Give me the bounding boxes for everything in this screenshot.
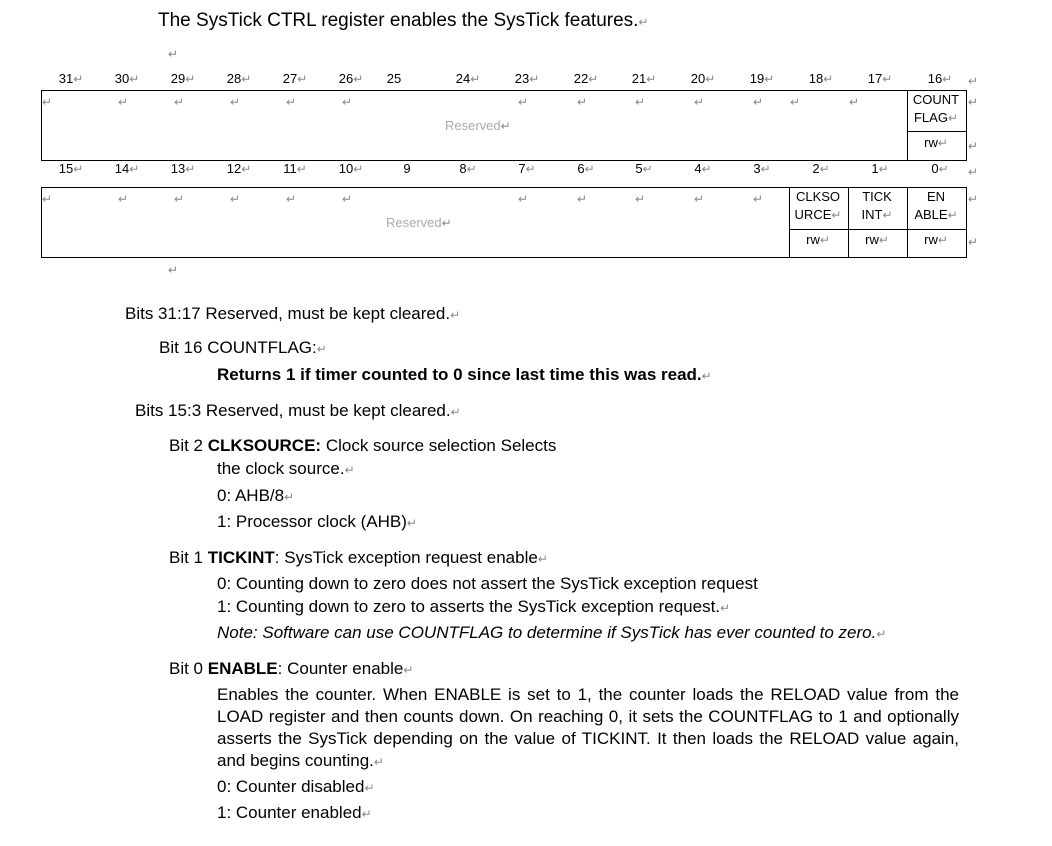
paragraph-mark: ↵: [635, 192, 646, 206]
clksource-access: rw↵: [806, 232, 830, 247]
tickint-access: rw↵: [865, 232, 889, 247]
bit-number-13: 13↵: [170, 161, 196, 176]
bit2-option-0: 0: AHB/8↵: [217, 486, 295, 505]
bit-number-21: 21↵: [631, 71, 657, 86]
bit-number-6: 6↵: [577, 161, 595, 176]
bit-number-11: 11↵: [283, 161, 307, 176]
paragraph-mark: ↵: [42, 192, 53, 206]
bit-number-1: 1↵: [871, 161, 889, 176]
paragraph-mark: ↵: [694, 95, 705, 109]
paragraph-mark: ↵: [968, 95, 979, 109]
bit-number-12: 12↵: [226, 161, 252, 176]
paragraph-mark: ↵: [638, 15, 649, 29]
bit-number-29: 29↵: [170, 71, 196, 86]
paragraph-mark: ↵: [968, 74, 979, 88]
bit-number-30: 30↵: [114, 71, 140, 86]
bit-number-7: 7↵: [518, 161, 536, 176]
paragraph-mark: ↵: [968, 165, 979, 179]
countflag-field: COUNT FLAG↵: [912, 92, 960, 125]
paragraph-mark: ↵: [790, 95, 801, 109]
page-heading: The SysTick CTRL register enables the SysTick features.↵: [158, 10, 649, 31]
bit-number-26: 26↵: [338, 71, 364, 86]
paragraph-mark: ↵: [753, 95, 764, 109]
paragraph-mark: ↵: [577, 192, 588, 206]
bits15-3-description: Bits 15:3 Reserved, must be kept cleared.↵: [135, 401, 461, 420]
bit-number-8: 8↵: [459, 161, 477, 176]
paragraph-mark: ↵: [968, 235, 979, 249]
bit1-option-1: 1: Counting down to zero to asserts the SysTick exception request.↵: [217, 597, 731, 616]
paragraph-mark: ↵: [342, 95, 353, 109]
bits31-17-description: Bits 31:17 Reserved, must be kept cleared.↵: [125, 304, 461, 323]
bit-number-15: 15↵: [58, 161, 84, 176]
paragraph-mark: ↵: [174, 192, 185, 206]
paragraph-mark: ↵: [286, 95, 297, 109]
bit-number-18: 18↵: [808, 71, 834, 86]
bit-number-14: 14↵: [114, 161, 140, 176]
paragraph-mark: ↵: [518, 192, 529, 206]
bit0-title: Bit 0 ENABLE: Counter enable↵: [169, 659, 414, 678]
lower-access-divider: [789, 229, 967, 230]
paragraph-mark: ↵: [968, 139, 979, 153]
enable-field: EN ABLE↵: [914, 189, 958, 222]
bit-number-3: 3↵: [753, 161, 771, 176]
paragraph-mark: ↵: [174, 95, 185, 109]
bit-number-2: 2↵: [812, 161, 830, 176]
reserved-field-upper: Reserved↵: [445, 118, 511, 133]
bit-number-17: 17↵: [867, 71, 893, 86]
paragraph-mark: ↵: [694, 192, 705, 206]
bit1-option-0: 0: Counting down to zero does not assert the SysTick exception request: [217, 574, 758, 593]
countflag-access: rw↵: [924, 135, 948, 150]
bit2-title: Bit 2 CLKSOURCE: Clock source selection Selects: [169, 436, 557, 455]
paragraph-mark: ↵: [342, 192, 353, 206]
paragraph-mark: ↵: [168, 47, 179, 61]
paragraph-mark: ↵: [118, 192, 129, 206]
bit-number-20: 20↵: [690, 71, 716, 86]
bit0-option-0: 0: Counter disabled↵: [217, 777, 375, 796]
paragraph-mark: ↵: [230, 95, 241, 109]
bit0-description: Enables the counter. When ENABLE is set to 1, the counter loads the RELOAD value from the LOAD register and then counts down. On reaching 0, it sets the COUNTFLAG to 1 and optionally asserts the SysTick depending on the value of TICKINT. It then loads the RELOAD value again, and begins counting.↵: [217, 685, 959, 770]
bit-number-31: 31↵: [58, 71, 84, 86]
bit1-title: Bit 1 TICKINT: SysTick exception request enable↵: [169, 548, 548, 567]
bit1-note: Note: Software can use COUNTFLAG to determine if SysTick has ever counted to zero.↵: [217, 623, 887, 642]
bit-number-22: 22↵: [573, 71, 599, 86]
bit-number-5: 5↵: [635, 161, 653, 176]
paragraph-mark: ↵: [577, 95, 588, 109]
paragraph-mark: ↵: [849, 95, 860, 109]
paragraph-mark: ↵: [753, 192, 764, 206]
paragraph-mark: ↵: [230, 192, 241, 206]
bit-number-28: 28↵: [226, 71, 252, 86]
bit2-option-1: 1: Processor clock (AHB)↵: [217, 512, 417, 531]
bit0-option-1: 1: Counter enabled↵: [217, 803, 372, 822]
reserved-field-lower: Reserved↵: [386, 215, 452, 230]
paragraph-mark: ↵: [42, 95, 53, 109]
paragraph-mark: ↵: [286, 192, 297, 206]
paragraph-mark: ↵: [168, 263, 179, 277]
bit-number-9: 9: [403, 161, 411, 176]
bit-number-24: 24↵: [455, 71, 481, 86]
paragraph-mark: ↵: [635, 95, 646, 109]
bit-number-16: 16↵: [927, 71, 953, 86]
bit16-description: Returns 1 if timer counted to 0 since last time this was read.↵: [217, 365, 712, 384]
bit-number-10: 10↵: [338, 161, 364, 176]
bit16-title: Bit 16 COUNTFLAG:↵: [159, 338, 327, 357]
bit2-description: the clock source.↵: [217, 459, 355, 478]
bit-number-23: 23↵: [514, 71, 540, 86]
bit-number-25: 25: [386, 71, 402, 86]
clksource-field: CLKSO URCE↵: [794, 189, 842, 222]
countflag-access-divider: [907, 131, 967, 132]
tickint-field: TICK INT↵: [861, 189, 893, 222]
paragraph-mark: ↵: [118, 95, 129, 109]
enable-access: rw↵: [924, 232, 948, 247]
paragraph-mark: ↵: [518, 95, 529, 109]
paragraph-mark: ↵: [968, 192, 979, 206]
bit-number-4: 4↵: [694, 161, 712, 176]
bit-number-0: 0↵: [931, 161, 949, 176]
bit-number-27: 27↵: [282, 71, 308, 86]
bit-number-19: 19↵: [749, 71, 775, 86]
